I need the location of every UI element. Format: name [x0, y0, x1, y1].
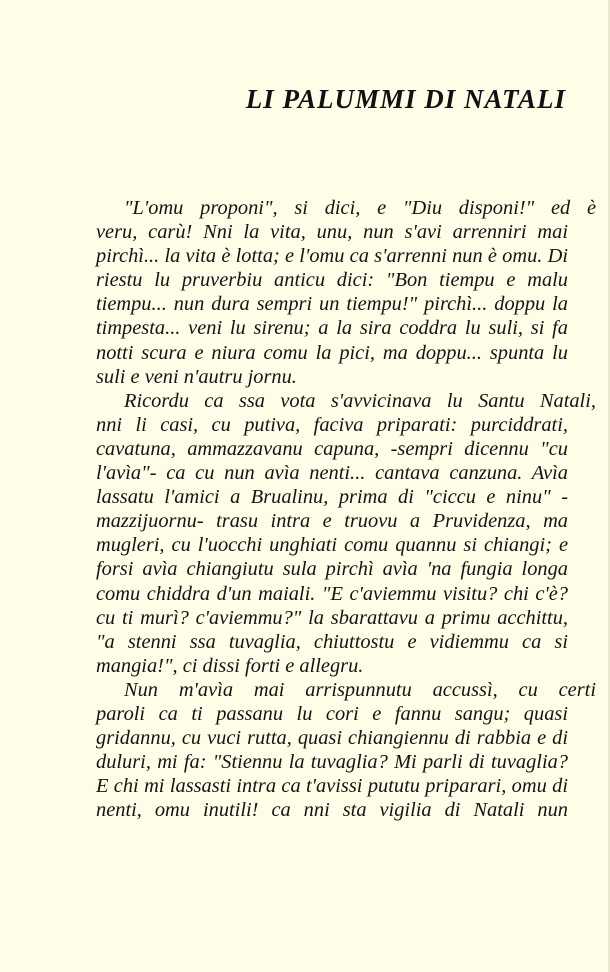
text-line: mazzijuornu- trasu intra e truovu a Pruvidenza, ma — [96, 510, 568, 533]
text-line: E chi mi lassasti intra ca t'avissi pututu priparari, omu di — [96, 775, 568, 798]
text-line: timpesta... veni lu sirenu; a la sira coddra lu suli, si fa — [96, 317, 568, 340]
body-text — [96, 196, 596, 822]
text-line: "a stenni ssa tuvaglia, chiuttostu e vidiemmu ca si — [96, 630, 568, 653]
chapter-title: LI PALUMMI DI NATALI — [245, 84, 566, 114]
text-line: pirchì... la vita è lotta; e l'omu ca s'arrenni nun è omu. Di — [96, 245, 568, 268]
text-line: nenti, omu inutili! ca nni sta vigilia di Natali nun — [96, 799, 568, 822]
text-line: suli e veni n'autru jornu. — [96, 365, 297, 388]
text-line: veru, carù! Nni la vita, unu, nun s'avi arrenniri mai — [96, 221, 568, 244]
text-line: notti scura e niura comu la pici, ma doppu... spunta lu — [96, 341, 568, 364]
text-line: nni li casi, cu putiva, faciva priparati: purciddrati, — [96, 413, 568, 436]
text-line: Ricordu ca ssa vota s'avvicinava lu Santu Natali, — [124, 389, 596, 412]
text-line: cavatuna, ammazzavanu capuna, -sempri dicennu "cu — [96, 437, 568, 460]
text-line: cu ti murì? c'aviemmu?" la sbarattavu a primu acchittu, — [96, 606, 568, 629]
text-line: lassatu l'amici a Brualinu, prima di "ciccu e ninu" - — [96, 486, 568, 509]
text-line: paroli ca ti passanu lu cori e fannu sangu; quasi — [96, 702, 568, 725]
text-line: comu chiddra d'un maiali. "E c'aviemmu visitu? chi c'è? — [96, 582, 568, 605]
text-line: "L'omu proponi", si dici, e "Diu disponi!" ed è — [124, 197, 596, 219]
text-line: tiempu... nun dura sempri un tiempu!" pirchì... doppu la — [96, 293, 568, 316]
paragraph-3 — [96, 678, 596, 823]
paragraph-2 — [96, 389, 596, 678]
text-line: duluri, mi fa: "Stiennu la tuvaglia? Mi parli di tuvaglia? — [96, 751, 568, 774]
text-line: forsi avìa chiangiutu sula pirchì avìa 'na fungia longa — [96, 558, 568, 581]
paragraph-1 — [96, 196, 596, 389]
text-line: riestu lu pruverbiu anticu dici: "Bon tiempu e malu — [96, 269, 568, 292]
text-line: mangia!", ci dissi forti e allegru. — [96, 654, 364, 677]
text-line: mugleri, cu l'uocchi unghiati comu quannu si chiangi; e — [96, 534, 568, 557]
text-line: l'avìa"- ca cu nun avìa nenti... cantava canzuna. Avìa — [96, 462, 568, 485]
text-line: Nun m'avìa mai arrispunnutu accussì, cu certi — [124, 678, 596, 701]
text-line: gridannu, cu vuci rutta, quasi chiangiennu di rabbia e di — [96, 727, 568, 750]
